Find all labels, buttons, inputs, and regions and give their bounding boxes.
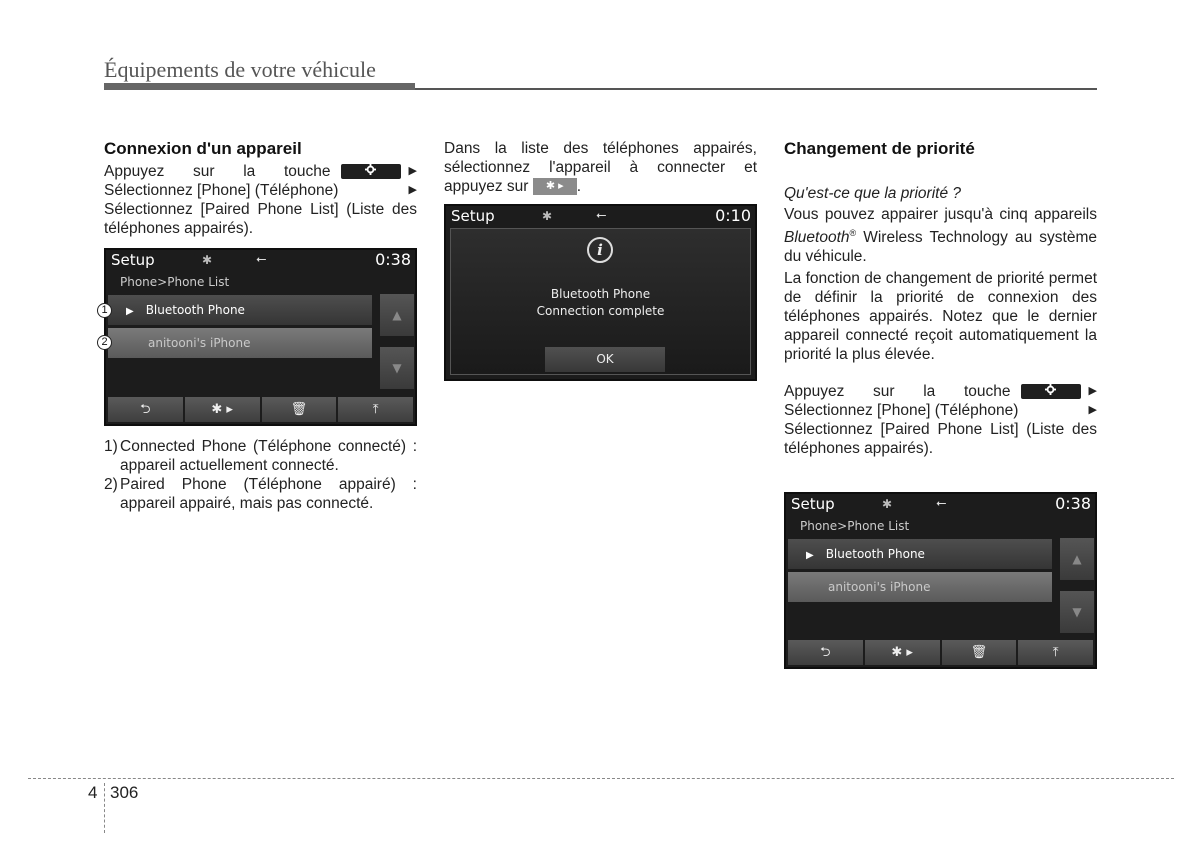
bluetooth-icon: ✱ xyxy=(882,497,893,511)
back-button[interactable]: ⮌ xyxy=(108,397,183,422)
screen-title: Setup xyxy=(451,207,495,225)
registered-mark: ® xyxy=(849,228,857,238)
breadcrumb: Phone>Phone List xyxy=(800,519,910,533)
usb-icon: ⭠ xyxy=(936,496,947,511)
instruction-line-3: Sélectionnez [Paired Phone List] (Liste des téléphones appairés). xyxy=(784,421,1097,458)
instruction-text: Sélectionnez [Phone] (Téléphone) xyxy=(784,402,1019,420)
delete-button[interactable]: 🗑 xyxy=(942,640,1017,665)
gear-icon xyxy=(365,164,376,175)
note-item xyxy=(104,475,417,513)
bluetooth-connect-button[interactable]: ✱ ▸ xyxy=(185,397,260,422)
priority-button[interactable]: ⤒ xyxy=(1018,640,1093,665)
arrow-right-icon: ▶ xyxy=(1088,385,1097,398)
ok-button[interactable]: OK xyxy=(545,347,665,372)
screen-phone-list xyxy=(104,248,417,426)
chapter-number: 4 xyxy=(88,783,98,802)
note-text: Paired Phone (Téléphone appairé) : appareil appairé, mais pas connecté. xyxy=(120,476,417,512)
usb-icon: ⭠ xyxy=(256,252,267,267)
bluetooth-connect-button[interactable]: ✱ ▸ xyxy=(865,640,940,665)
arrow-right-icon: ▶ xyxy=(408,184,417,196)
priority-button[interactable]: ⤒ xyxy=(338,397,413,422)
word: sur xyxy=(873,383,895,401)
screen-status-bar xyxy=(786,494,1095,516)
subheading-priority: Qu'est-ce que la priorité ? xyxy=(784,185,961,202)
dialog-message xyxy=(451,286,750,320)
info-icon: i xyxy=(587,237,613,263)
paragraph-priority: La fonction de changement de priorité permet de définir la priorité de connexion des téléphones appairés. Notez que le dernier appareil connecté reçoit automatiquement la priorité la plus élevée. xyxy=(784,270,1097,364)
screen-time: 0:38 xyxy=(1055,494,1091,513)
footer-divider xyxy=(104,783,105,833)
paragraph-text: Vous pouvez appairer jusqu'à cinq appareils xyxy=(784,206,1097,223)
period: . xyxy=(576,178,582,195)
header-rule-thin xyxy=(415,88,1097,90)
notes-list xyxy=(104,437,417,513)
arrow-right-icon: ▶ xyxy=(1088,404,1097,417)
bluetooth-connect-button-glyph: ✱ ▸ xyxy=(533,178,577,195)
bluetooth-icon: ✱ xyxy=(202,253,213,267)
instruction-words xyxy=(784,382,1011,401)
word: touche xyxy=(963,383,1011,401)
word: la xyxy=(923,383,936,401)
settings-button-glyph xyxy=(1021,384,1081,399)
play-indicator-icon: ▶ xyxy=(806,550,814,561)
dialog-message-line: Bluetooth Phone xyxy=(550,287,651,301)
scroll-up-button[interactable]: ▲ xyxy=(1060,538,1094,580)
instruction-line-1 xyxy=(104,162,417,181)
bluetooth-icon: ✱ xyxy=(542,209,553,223)
usb-icon: ⭠ xyxy=(596,208,607,223)
scroll-up-button[interactable]: ▲ xyxy=(380,294,414,336)
brand-text: Bluetooth xyxy=(784,229,850,247)
note-item xyxy=(104,437,417,475)
dialog-message-line: Connection complete xyxy=(536,304,665,318)
play-indicator-icon: ▶ xyxy=(126,306,134,317)
screen-status-bar xyxy=(106,250,415,272)
instruction-line-2 xyxy=(784,401,1097,420)
footer-rule xyxy=(28,778,1174,779)
list-item-label: anitooni's iPhone xyxy=(148,336,251,350)
instruction-line-1 xyxy=(784,382,1097,401)
list-item-paired-phone[interactable] xyxy=(788,572,1052,602)
callout-1: 1 xyxy=(97,303,112,318)
delete-button[interactable]: 🗑 xyxy=(262,397,337,422)
settings-button-glyph xyxy=(341,164,401,179)
back-button[interactable]: ⮌ xyxy=(788,640,863,665)
word: sur xyxy=(193,163,215,180)
list-item-label: anitooni's iPhone xyxy=(828,580,931,594)
word: la xyxy=(243,163,256,180)
list-item-label: Bluetooth Phone xyxy=(145,303,245,317)
screen-status-bar xyxy=(446,206,755,228)
paragraph-text: Wireless Technology au système du véhicule. xyxy=(784,229,1097,266)
word: Appuyez xyxy=(784,383,845,401)
screen-bottom-bar xyxy=(788,640,1093,665)
instruction-line-2 xyxy=(104,181,417,200)
note-number: 1) xyxy=(104,438,118,455)
column-middle xyxy=(444,139,757,196)
page-number: 306 xyxy=(110,783,139,802)
instruction-words xyxy=(104,162,331,181)
column-right xyxy=(784,139,1097,458)
list-item-connected-phone[interactable] xyxy=(108,295,372,325)
header-rule xyxy=(104,83,415,90)
instruction-text: Sélectionnez [Phone] (Téléphone) xyxy=(104,182,339,199)
screen-title: Setup xyxy=(111,251,155,269)
note-number: 2) xyxy=(104,476,118,493)
scroll-down-button[interactable]: ▼ xyxy=(1060,591,1094,633)
list-item-paired-phone[interactable] xyxy=(108,328,372,358)
paragraph-select-device xyxy=(444,139,757,196)
section-heading-priority: Changement de priorité xyxy=(784,139,975,158)
word: Appuyez xyxy=(104,163,165,180)
callout-2: 2 xyxy=(97,335,112,350)
screen-phone-list-priority xyxy=(784,492,1097,669)
breadcrumb: Phone>Phone List xyxy=(120,275,230,289)
screen-bottom-bar xyxy=(108,397,413,422)
paragraph-pairing xyxy=(784,205,1097,266)
paragraph-text: Dans la liste des téléphones appairés, sélectionnez l'appareil à connecter et appuyez sur xyxy=(444,140,757,195)
instruction-line-3: Sélectionnez [Paired Phone List] (Liste des téléphones appairés). xyxy=(104,201,417,237)
screen-title: Setup xyxy=(791,495,835,513)
screen-time: 0:38 xyxy=(375,250,411,269)
section-heading-connect: Connexion d'un appareil xyxy=(104,139,302,158)
list-item-label: Bluetooth Phone xyxy=(825,547,925,561)
screen-connection-dialog xyxy=(444,204,757,381)
gear-icon xyxy=(1045,384,1056,395)
dialog-box xyxy=(450,228,751,375)
arrow-right-icon: ▶ xyxy=(408,165,417,177)
word: touche xyxy=(283,163,331,180)
list-item-connected-phone[interactable] xyxy=(788,539,1052,569)
column-left xyxy=(104,139,417,238)
header-title: Équipements de votre véhicule xyxy=(104,57,376,82)
screen-time: 0:10 xyxy=(715,206,751,225)
scroll-down-button[interactable]: ▼ xyxy=(380,347,414,389)
note-text: Connected Phone (Téléphone connecté) : appareil actuellement connecté. xyxy=(120,438,417,474)
